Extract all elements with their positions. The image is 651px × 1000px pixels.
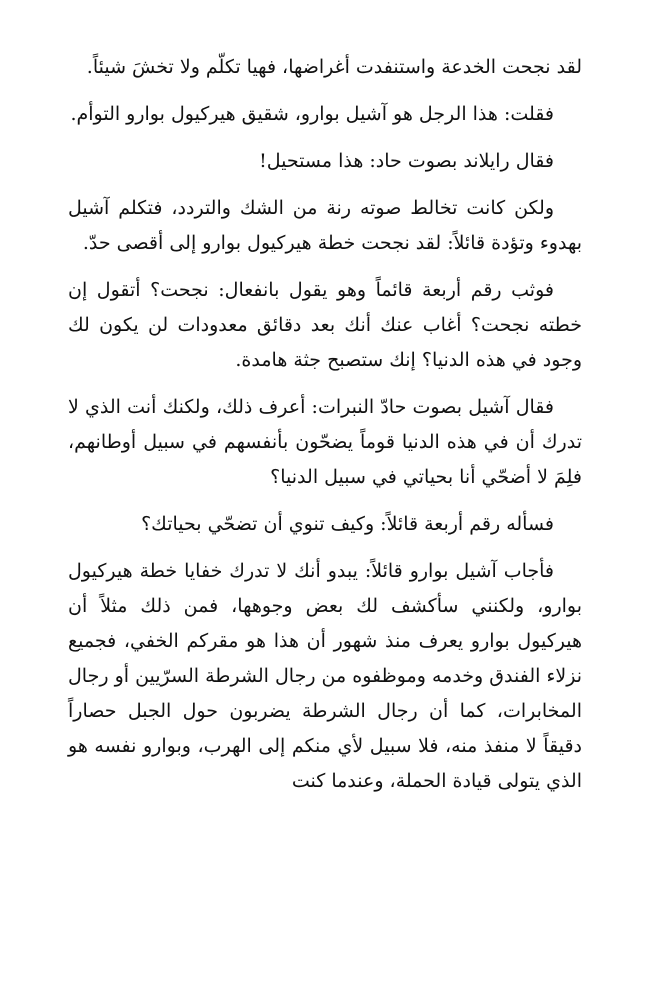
book-page bbox=[68, 50, 582, 811]
paragraph-2: فقلت: هذا الرجل هو آشيل بوارو، شقيق هيركيول بوارو التوأم. bbox=[70, 103, 554, 125]
paragraph-6: فقال آشيل بصوت حادّ النبرات: أعرف ذلك، ولكنك أنت الذي لا تدرك أن في هذه الدنيا قوماً يضحّون بأنفسهم في سبيل أوطانهم، فلِمَ لا أضحّي أنا بحياتي في سبيل الدنيا؟ bbox=[68, 396, 582, 488]
paragraph-7: فسأله رقم أربعة قائلاً: وكيف تنوي أن تضحّي بحياتك؟ bbox=[141, 513, 554, 535]
paragraph-8: فأجاب آشيل بوارو قائلاً: يبدو أنك لا تدرك خفايا خطة هيركيول بوارو، ولكنني سأكشف لك بعض وجوهها، فمن ذلك مثلاً أن هيركيول بوارو يعرف منذ شهور أن هذا هو مقركم الخفي، فجميع نزلاء الفندق وخدمه وموظفوه من رجال الشرطة السرّيين أو رجال المخابرات، كما أن رجال الشرطة يضربون حول الجبل حصاراً دقيقاً لا منفذ منه، فلا سبيل لأي منكم إلى الهرب، وبوارو نفسه هو الذي يتولى قيادة الحملة، وعندما كنت bbox=[68, 560, 582, 792]
paragraph-5: فوثب رقم أربعة قائماً وهو يقول بانفعال: نجحت؟ أتقول إن خطته نجحت؟ أغاب عنك أنك بعد دقائق معدودات لن يكون لك وجود في هذه الدنيا؟ إنك ستصبح جثة هامدة. bbox=[68, 279, 582, 371]
paragraph-1: لقد نجحت الخدعة واستنفدت أغراضها، فهيا تكلّم ولا تخشَ شيئاً. bbox=[86, 56, 582, 78]
paragraph-4: ولكن كانت تخالط صوته رنة من الشك والتردد، فتكلم آشيل بهدوء وتؤدة قائلاً: لقد نجحت خطة هيركيول بوارو إلى أقصى حدّ. bbox=[68, 197, 582, 254]
paragraph-3: فقال رايلاند بصوت حاد: هذا مستحيل! bbox=[259, 150, 554, 172]
